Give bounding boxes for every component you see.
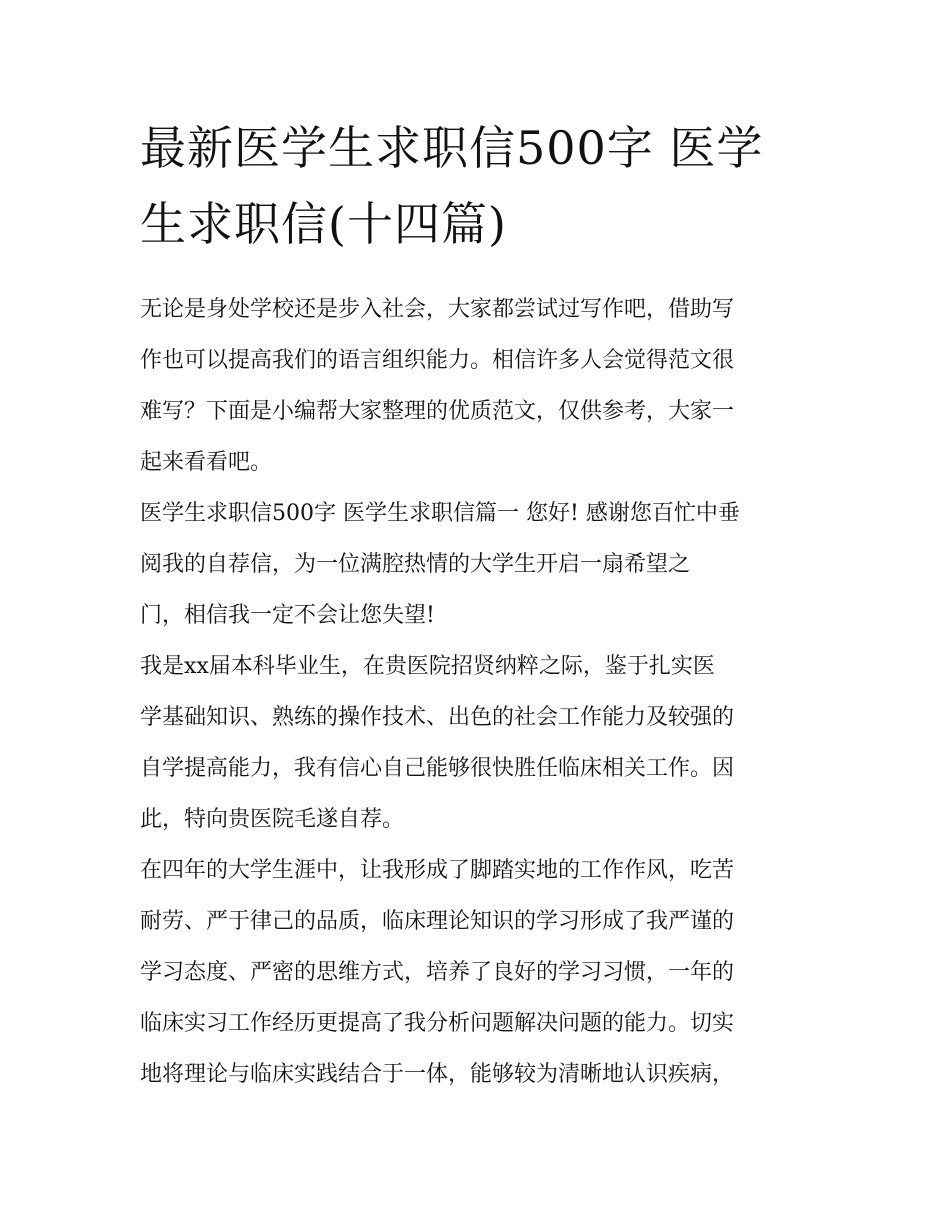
text-line: 耐劳、严于律己的品质，临床理论知识的学习形成了我严谨的 <box>140 909 735 934</box>
document-body <box>140 284 812 1100</box>
paragraph-experience <box>140 845 812 1100</box>
paragraph-greeting <box>140 488 812 641</box>
text-line: 医学生求职信500字 医学生求职信篇一 您好! 感谢您百忙中垂 <box>140 501 740 526</box>
text-line: 作也可以提高我们的语言组织能力。相信许多人会觉得范文很 <box>140 348 735 373</box>
text-line: 自学提高能力，我有信心自己能够很快胜任临床相关工作。因 <box>140 756 735 781</box>
text-line: 门，相信我一定不会让您失望! <box>140 603 435 628</box>
text-line: 阅我的自荐信，为一位满腔热情的大学生开启一扇希望之 <box>140 552 691 577</box>
title-line-2: 生求职信(十四篇) <box>140 197 507 251</box>
text-line: 地将理论与临床实践结合于一体，能够较为清晰地认识疾病， <box>140 1062 735 1087</box>
text-line: 此，特向贵医院毛遂自荐。 <box>140 807 405 832</box>
text-line: 临床实习工作经历更提高了我分析问题解决问题的能力。切实 <box>140 1011 735 1036</box>
text-line: 学习态度、严密的思维方式，培养了良好的学习习惯，一年的 <box>140 960 735 985</box>
text-line: 在四年的大学生涯中，让我形成了脚踏实地的工作作风，吃苦 <box>140 858 735 883</box>
document-title <box>140 110 812 262</box>
paragraph-introduction-self <box>140 641 812 845</box>
paragraph-intro <box>140 284 812 488</box>
text-line: 我是xx届本科毕业生，在贵医院招贤纳粹之际，鉴于扎实医 <box>140 654 715 679</box>
text-line: 起来看看吧。 <box>140 450 273 475</box>
document-page <box>140 110 812 1100</box>
title-line-1: 最新医学生求职信500字 医学 <box>140 121 764 175</box>
text-line: 学基础知识、熟练的操作技术、出色的社会工作能力及较强的 <box>140 705 735 730</box>
text-line: 无论是身处学校还是步入社会，大家都尝试过写作吧，借助写 <box>140 297 735 322</box>
text-line: 难写？下面是小编帮大家整理的优质范文，仅供参考，大家一 <box>140 399 735 424</box>
